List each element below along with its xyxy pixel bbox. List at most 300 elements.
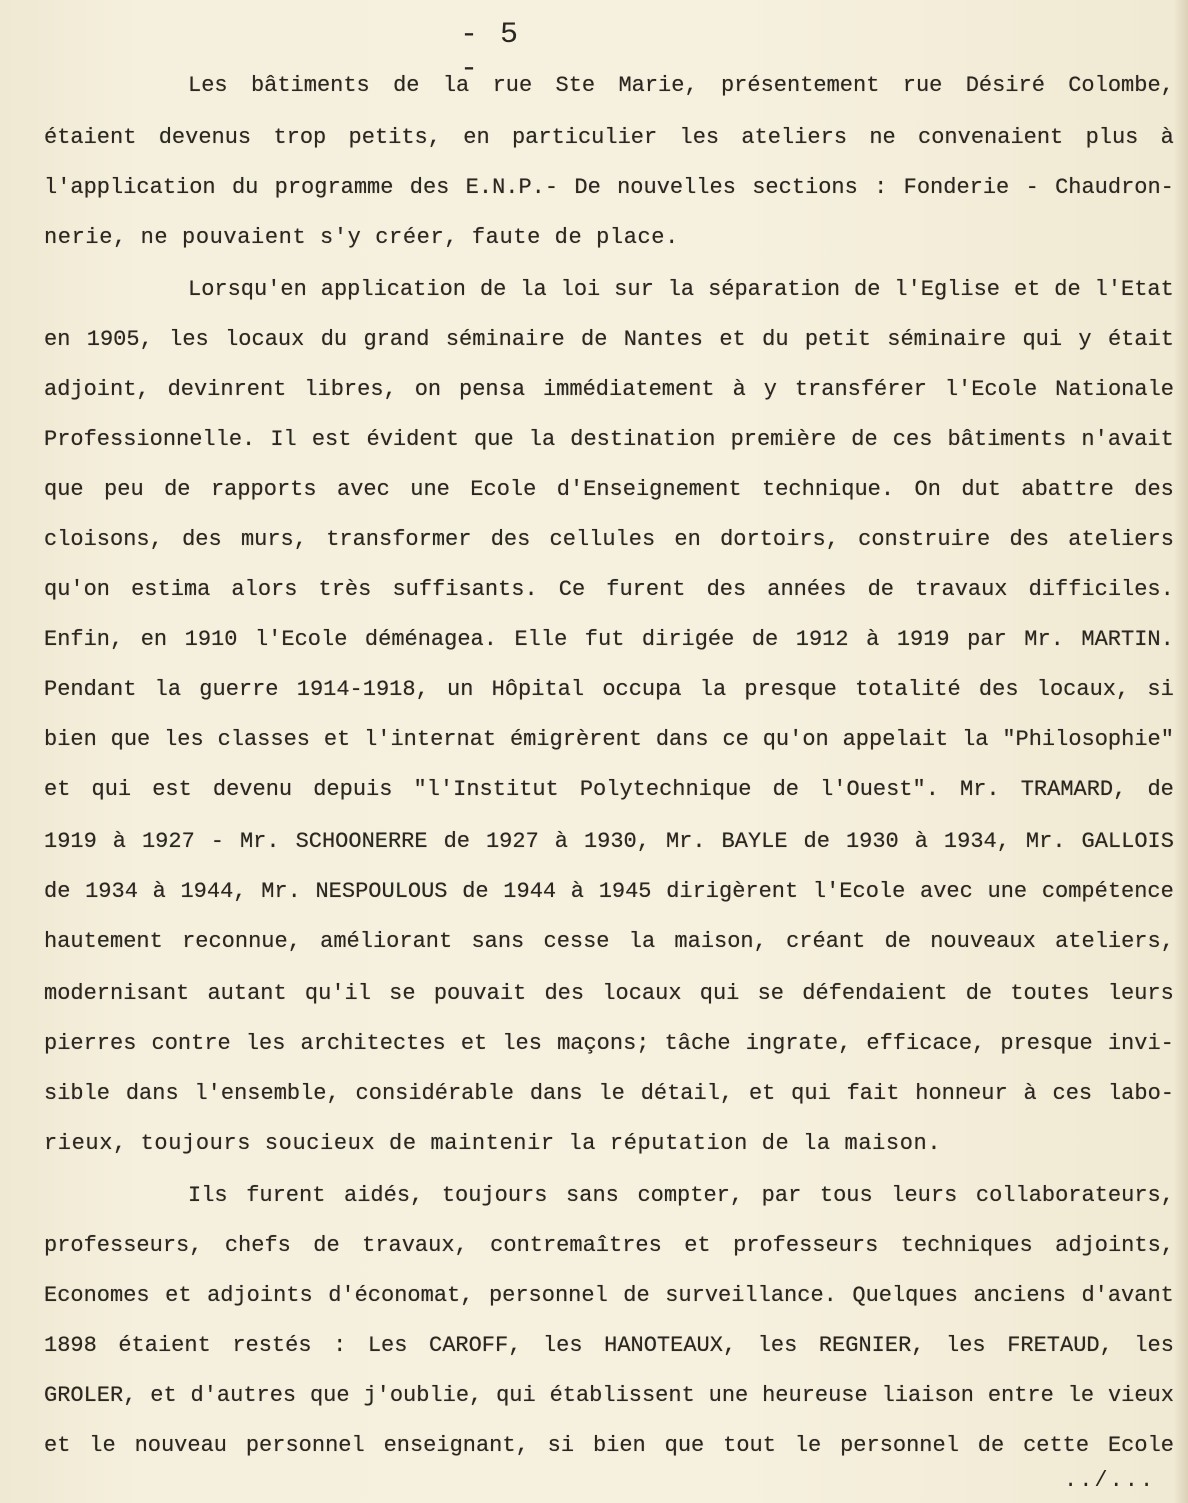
word: de: [751, 627, 779, 652]
word: suffisants.: [392, 577, 538, 602]
word: années: [767, 577, 847, 602]
word: la: [628, 929, 656, 954]
word: SCHOONERRE: [295, 829, 428, 854]
word: en: [674, 527, 701, 552]
word: Mr.: [1025, 829, 1066, 854]
word: de: [851, 427, 878, 452]
word: et: [719, 327, 746, 352]
word: HANOTEAUX,: [604, 1333, 737, 1358]
text-line: [44, 1376, 1174, 1416]
word: difficiles.: [1028, 577, 1174, 602]
word: FRETAUD,: [1007, 1333, 1113, 1358]
word: créant: [786, 929, 866, 954]
word: 1944: [503, 879, 557, 904]
word: en: [44, 327, 71, 352]
word: nouveau: [134, 1433, 227, 1458]
word: enseignant,: [383, 1433, 529, 1458]
text-line: [44, 770, 1174, 810]
word: :: [333, 1333, 347, 1358]
word: de: [462, 879, 489, 904]
word: CAROFF,: [429, 1333, 522, 1358]
word: et: [748, 1081, 776, 1106]
word: liaison: [881, 1383, 974, 1408]
word: bâtiments: [947, 427, 1067, 452]
text-line: [44, 620, 1174, 660]
word: pierres: [44, 1031, 137, 1056]
word: si: [1147, 677, 1174, 702]
word: 1934,: [943, 829, 1010, 854]
word: Mr.: [261, 879, 301, 904]
word: sans: [471, 929, 525, 954]
word: étaient: [44, 125, 137, 150]
word: qu'il: [304, 981, 371, 1006]
word: à: [914, 829, 928, 854]
word: de: [965, 981, 993, 1006]
word: de: [803, 829, 830, 854]
word: "l'Institut: [413, 777, 559, 802]
word: toutes: [1010, 981, 1090, 1006]
word: de: [623, 1283, 650, 1308]
text-line: [44, 1074, 1174, 1114]
word: adjoint,: [44, 377, 150, 402]
word: transférer: [794, 377, 927, 402]
word: libres,: [304, 377, 397, 402]
word: à: [554, 829, 568, 854]
text-line: [44, 1276, 1174, 1316]
word: loi: [560, 277, 601, 302]
word: les: [946, 1333, 986, 1358]
text-line: [44, 1326, 1174, 1366]
text-line: [44, 1426, 1174, 1466]
word: 1919: [896, 627, 950, 652]
word: trop: [273, 125, 327, 150]
word: entre: [987, 1383, 1054, 1408]
word: technique.: [762, 477, 895, 502]
word: séminaire: [887, 327, 1007, 352]
word: très: [318, 577, 372, 602]
word: à: [866, 627, 880, 652]
word: l'Ecole: [254, 627, 348, 652]
word: Ecole: [470, 477, 537, 502]
word: cellules: [549, 527, 656, 552]
word: particulier: [511, 125, 658, 150]
word: par: [967, 627, 1007, 652]
word: Fonderie: [903, 175, 1010, 200]
word: d'économat,: [328, 1283, 474, 1308]
word: restés: [232, 1333, 312, 1358]
word: de: [443, 829, 470, 854]
word: de: [1054, 277, 1081, 302]
word: que: [110, 727, 151, 752]
word: professeurs: [733, 1233, 879, 1258]
text-line: [44, 168, 1174, 208]
word: à: [112, 829, 126, 854]
word: "Philosophie": [1002, 727, 1174, 752]
word: 1905,: [86, 327, 153, 352]
word: 1945: [598, 879, 652, 904]
word: est: [152, 777, 192, 802]
word: 1927: [485, 829, 539, 854]
word: aidés,: [344, 1183, 424, 1208]
word: première: [730, 427, 837, 452]
word: bien: [44, 727, 97, 752]
word: REGNIER,: [818, 1333, 925, 1358]
word: sections: [752, 175, 858, 200]
word: pensa: [459, 377, 526, 402]
word: établissent: [549, 1383, 695, 1408]
word: application: [320, 277, 466, 302]
word: les: [757, 1333, 798, 1358]
word: les: [169, 327, 209, 352]
word: qui: [91, 777, 132, 802]
word: nouvelles: [617, 175, 736, 200]
word: :: [874, 175, 888, 200]
word: MARTIN.: [1081, 627, 1174, 652]
word: et: [684, 1233, 711, 1258]
word: dans: [529, 1081, 583, 1106]
word: invi-: [1107, 1031, 1174, 1056]
word: Ils: [188, 1183, 228, 1208]
word: et: [1013, 277, 1041, 302]
word: convenaient: [918, 125, 1064, 150]
word: y: [1078, 327, 1092, 352]
word: De: [574, 175, 601, 200]
word: le: [1067, 1383, 1095, 1408]
word: heureuse: [762, 1383, 868, 1408]
word: dirigèrent: [666, 879, 799, 904]
word: de: [313, 1233, 340, 1258]
word: et: [44, 777, 71, 802]
word: considérable: [355, 1081, 514, 1106]
word: 1930,: [583, 829, 650, 854]
word: compétence: [1041, 879, 1174, 904]
word: 1919: [44, 829, 97, 854]
word: leurs: [1107, 981, 1174, 1006]
word: tout: [723, 1433, 776, 1458]
word: se: [757, 981, 785, 1006]
word: à: [732, 377, 746, 402]
word: Economes: [44, 1283, 150, 1308]
text-line: [44, 470, 1174, 510]
word: une: [410, 477, 450, 502]
word: défendaient: [802, 981, 948, 1006]
word: nouveaux: [930, 929, 1036, 954]
word: Mr.: [239, 829, 280, 854]
text-line: [44, 872, 1174, 912]
word: personnel: [245, 1433, 365, 1458]
word: guerre: [199, 677, 279, 702]
text-line: [44, 420, 1174, 460]
word: l'Ouest".: [820, 777, 939, 802]
word: que: [44, 477, 84, 502]
word: était: [1107, 327, 1174, 352]
word: est: [311, 427, 352, 452]
word: Ecole: [1107, 1433, 1174, 1458]
word: d'Enseignement: [556, 477, 742, 502]
word: n'avait: [1081, 427, 1174, 452]
word: dans: [125, 1081, 179, 1106]
word: grand: [363, 327, 430, 352]
word: améliorant: [320, 929, 453, 954]
word: 1912: [795, 627, 849, 652]
word: contre: [151, 1031, 231, 1056]
word: l'application: [44, 175, 216, 200]
word: la: [528, 427, 556, 452]
text-line: [44, 570, 1174, 610]
word: personnel: [488, 1283, 608, 1308]
word: Il: [270, 427, 297, 452]
word: des: [978, 677, 1019, 702]
word: d'autres: [190, 1383, 297, 1408]
text-line: [44, 320, 1174, 360]
word: du: [320, 327, 348, 352]
word: locaux: [225, 327, 305, 352]
word: à: [1160, 125, 1174, 150]
word: efficace,: [866, 1031, 986, 1056]
word: 1930: [845, 829, 899, 854]
word: si: [547, 1433, 575, 1458]
word: et: [44, 1433, 71, 1458]
word: du: [231, 175, 259, 200]
text-line: [44, 670, 1174, 710]
continuation-mark: ../...: [1064, 1468, 1156, 1493]
word: Professionnelle.: [44, 427, 256, 452]
word: classes: [217, 727, 310, 752]
word: de: [977, 1433, 1005, 1458]
word: qu'on: [44, 577, 111, 602]
word: et: [323, 727, 351, 752]
word: que: [474, 427, 514, 452]
word: le: [598, 1081, 625, 1106]
word: ces: [892, 427, 933, 452]
word: des: [1009, 527, 1050, 552]
word: Mr.: [665, 829, 706, 854]
word: dirigée: [641, 627, 735, 652]
word: NESPOULOUS: [315, 879, 448, 904]
text-line: rieux, toujours soucieux de maintenir la réputation de la maison.: [44, 1131, 942, 1156]
word: de: [867, 577, 894, 602]
word: la: [154, 677, 182, 702]
word: construire: [858, 527, 991, 552]
word: l'Ecole: [944, 377, 1038, 402]
word: de: [44, 879, 71, 904]
word: qui: [791, 1081, 831, 1106]
word: labo-: [1107, 1081, 1174, 1106]
page-number: - 5 -: [460, 18, 521, 86]
word: l'ensemble,: [194, 1081, 340, 1106]
word: Hôpital: [491, 677, 585, 702]
word: qui: [699, 981, 740, 1006]
word: de: [479, 277, 507, 302]
word: TRAMARD,: [1020, 777, 1127, 802]
text-line: [44, 520, 1174, 560]
word: architectes: [300, 1031, 446, 1056]
word: devenu: [212, 777, 293, 802]
word: Désiré: [965, 73, 1045, 98]
word: BAYLE: [721, 829, 788, 854]
word: cloisons,: [44, 527, 163, 552]
word: Pendant: [44, 677, 137, 702]
word: l'Eglise: [894, 277, 1000, 302]
word: collaborateurs,: [975, 1183, 1174, 1208]
word: honneur: [915, 1081, 1008, 1106]
text-line: [44, 1024, 1174, 1064]
word: professeurs,: [44, 1233, 203, 1258]
word: la: [962, 727, 989, 752]
word: des: [409, 175, 450, 200]
word: maison,: [674, 929, 767, 954]
word: et: [150, 1383, 177, 1408]
word: les: [164, 727, 204, 752]
word: alors: [231, 577, 298, 602]
word: rue: [902, 73, 943, 98]
word: destination: [570, 427, 716, 452]
word: des: [706, 577, 747, 602]
word: Les: [367, 1333, 408, 1358]
word: plus: [1085, 125, 1139, 150]
word: appelait: [842, 727, 949, 752]
word: locaux,: [1036, 677, 1130, 702]
text-line: nerie, ne pouvaient s'y créer, faute de place.: [44, 225, 679, 250]
word: E.N.P.-: [465, 175, 559, 200]
word: devinrent: [167, 377, 287, 402]
word: furent: [606, 577, 686, 602]
word: que: [309, 1383, 350, 1408]
word: devenus: [158, 125, 252, 150]
word: l'internat: [364, 727, 497, 752]
word: le: [794, 1433, 822, 1458]
word: personnel: [840, 1433, 959, 1458]
word: travaux,: [362, 1233, 468, 1258]
word: en: [140, 627, 168, 652]
word: On: [914, 477, 941, 502]
word: émigrèrent: [509, 727, 642, 752]
word: et: [165, 1283, 192, 1308]
word: presque: [1000, 1031, 1093, 1056]
word: Nationale: [1055, 377, 1174, 402]
word: y: [763, 377, 777, 402]
word: Ste: [555, 73, 596, 98]
word: de: [581, 327, 608, 352]
word: en: [463, 125, 490, 150]
word: ateliers: [741, 125, 848, 150]
text-line: [44, 118, 1174, 158]
word: autant: [207, 981, 287, 1006]
word: adjoints,: [1055, 1233, 1174, 1258]
word: techniques: [900, 1233, 1033, 1258]
word: des: [490, 527, 531, 552]
word: de: [1147, 777, 1174, 802]
word: contremaîtres: [490, 1233, 662, 1258]
word: ingrate,: [745, 1031, 852, 1056]
word: des: [1134, 477, 1174, 502]
word: peu: [104, 477, 144, 502]
word: tous: [819, 1183, 873, 1208]
word: programme: [274, 175, 394, 200]
word: Enfin,: [44, 627, 124, 652]
word: GALLOIS: [1081, 829, 1174, 854]
text-line: [44, 822, 1174, 862]
word: petit: [804, 327, 871, 352]
word: le: [89, 1433, 116, 1458]
word: vieux: [1107, 1383, 1174, 1408]
word: toujours: [441, 1183, 548, 1208]
word: de: [884, 929, 911, 954]
word: estima: [131, 577, 211, 602]
word: hautement: [44, 929, 163, 954]
word: déménagea.: [364, 627, 497, 652]
word: la: [667, 277, 695, 302]
text-line: [188, 270, 1174, 310]
word: les: [679, 125, 720, 150]
word: de: [393, 73, 420, 98]
word: surveillance.: [665, 1283, 837, 1308]
word: 1944,: [180, 879, 247, 904]
word: ateliers: [1068, 527, 1174, 552]
word: avec: [337, 477, 390, 502]
word: 1914-1918,: [296, 677, 429, 702]
word: présentement: [720, 73, 880, 98]
word: furent: [246, 1183, 326, 1208]
word: Elle: [514, 627, 568, 652]
word: immédiatement: [542, 377, 715, 402]
word: que: [664, 1433, 705, 1458]
word: depuis: [313, 777, 393, 802]
word: sible: [44, 1081, 111, 1106]
word: étaient: [118, 1333, 211, 1358]
text-line: [44, 974, 1174, 1014]
word: 1934: [85, 879, 138, 904]
text-line: [44, 1226, 1174, 1266]
word: se: [389, 981, 416, 1006]
word: des: [182, 527, 222, 552]
word: et: [460, 1031, 488, 1056]
word: 1898: [44, 1333, 97, 1358]
word: petits,: [348, 125, 441, 150]
word: leurs: [891, 1183, 958, 1208]
word: l'Ecole: [812, 879, 906, 904]
word: 1927: [141, 829, 195, 854]
word: Lorsqu'en: [188, 277, 307, 302]
word: Mr.: [1024, 627, 1064, 652]
word: murs,: [240, 527, 307, 552]
word: dut: [961, 477, 1001, 502]
word: modernisant: [44, 981, 190, 1006]
word: Nantes: [623, 327, 703, 352]
word: Ce: [558, 577, 586, 602]
word: d'avant: [1081, 1283, 1174, 1308]
word: compter,: [637, 1183, 744, 1208]
word: une: [708, 1383, 749, 1408]
word: chefs: [224, 1233, 291, 1258]
word: adjoints: [207, 1283, 313, 1308]
word: pouvait: [433, 981, 527, 1006]
word: travaux: [915, 577, 1008, 602]
word: détail,: [640, 1081, 734, 1106]
word: tâche: [664, 1031, 731, 1056]
word: l'Etat: [1094, 277, 1174, 302]
word: des: [544, 981, 585, 1006]
word: qui: [1022, 327, 1063, 352]
word: Polytechnique: [579, 777, 752, 802]
word: locaux: [602, 981, 682, 1006]
word: à: [570, 879, 584, 904]
text-line: [44, 922, 1174, 962]
word: dans: [655, 727, 709, 752]
word: la: [520, 277, 547, 302]
word: les: [245, 1031, 286, 1056]
word: occupa: [602, 677, 682, 702]
